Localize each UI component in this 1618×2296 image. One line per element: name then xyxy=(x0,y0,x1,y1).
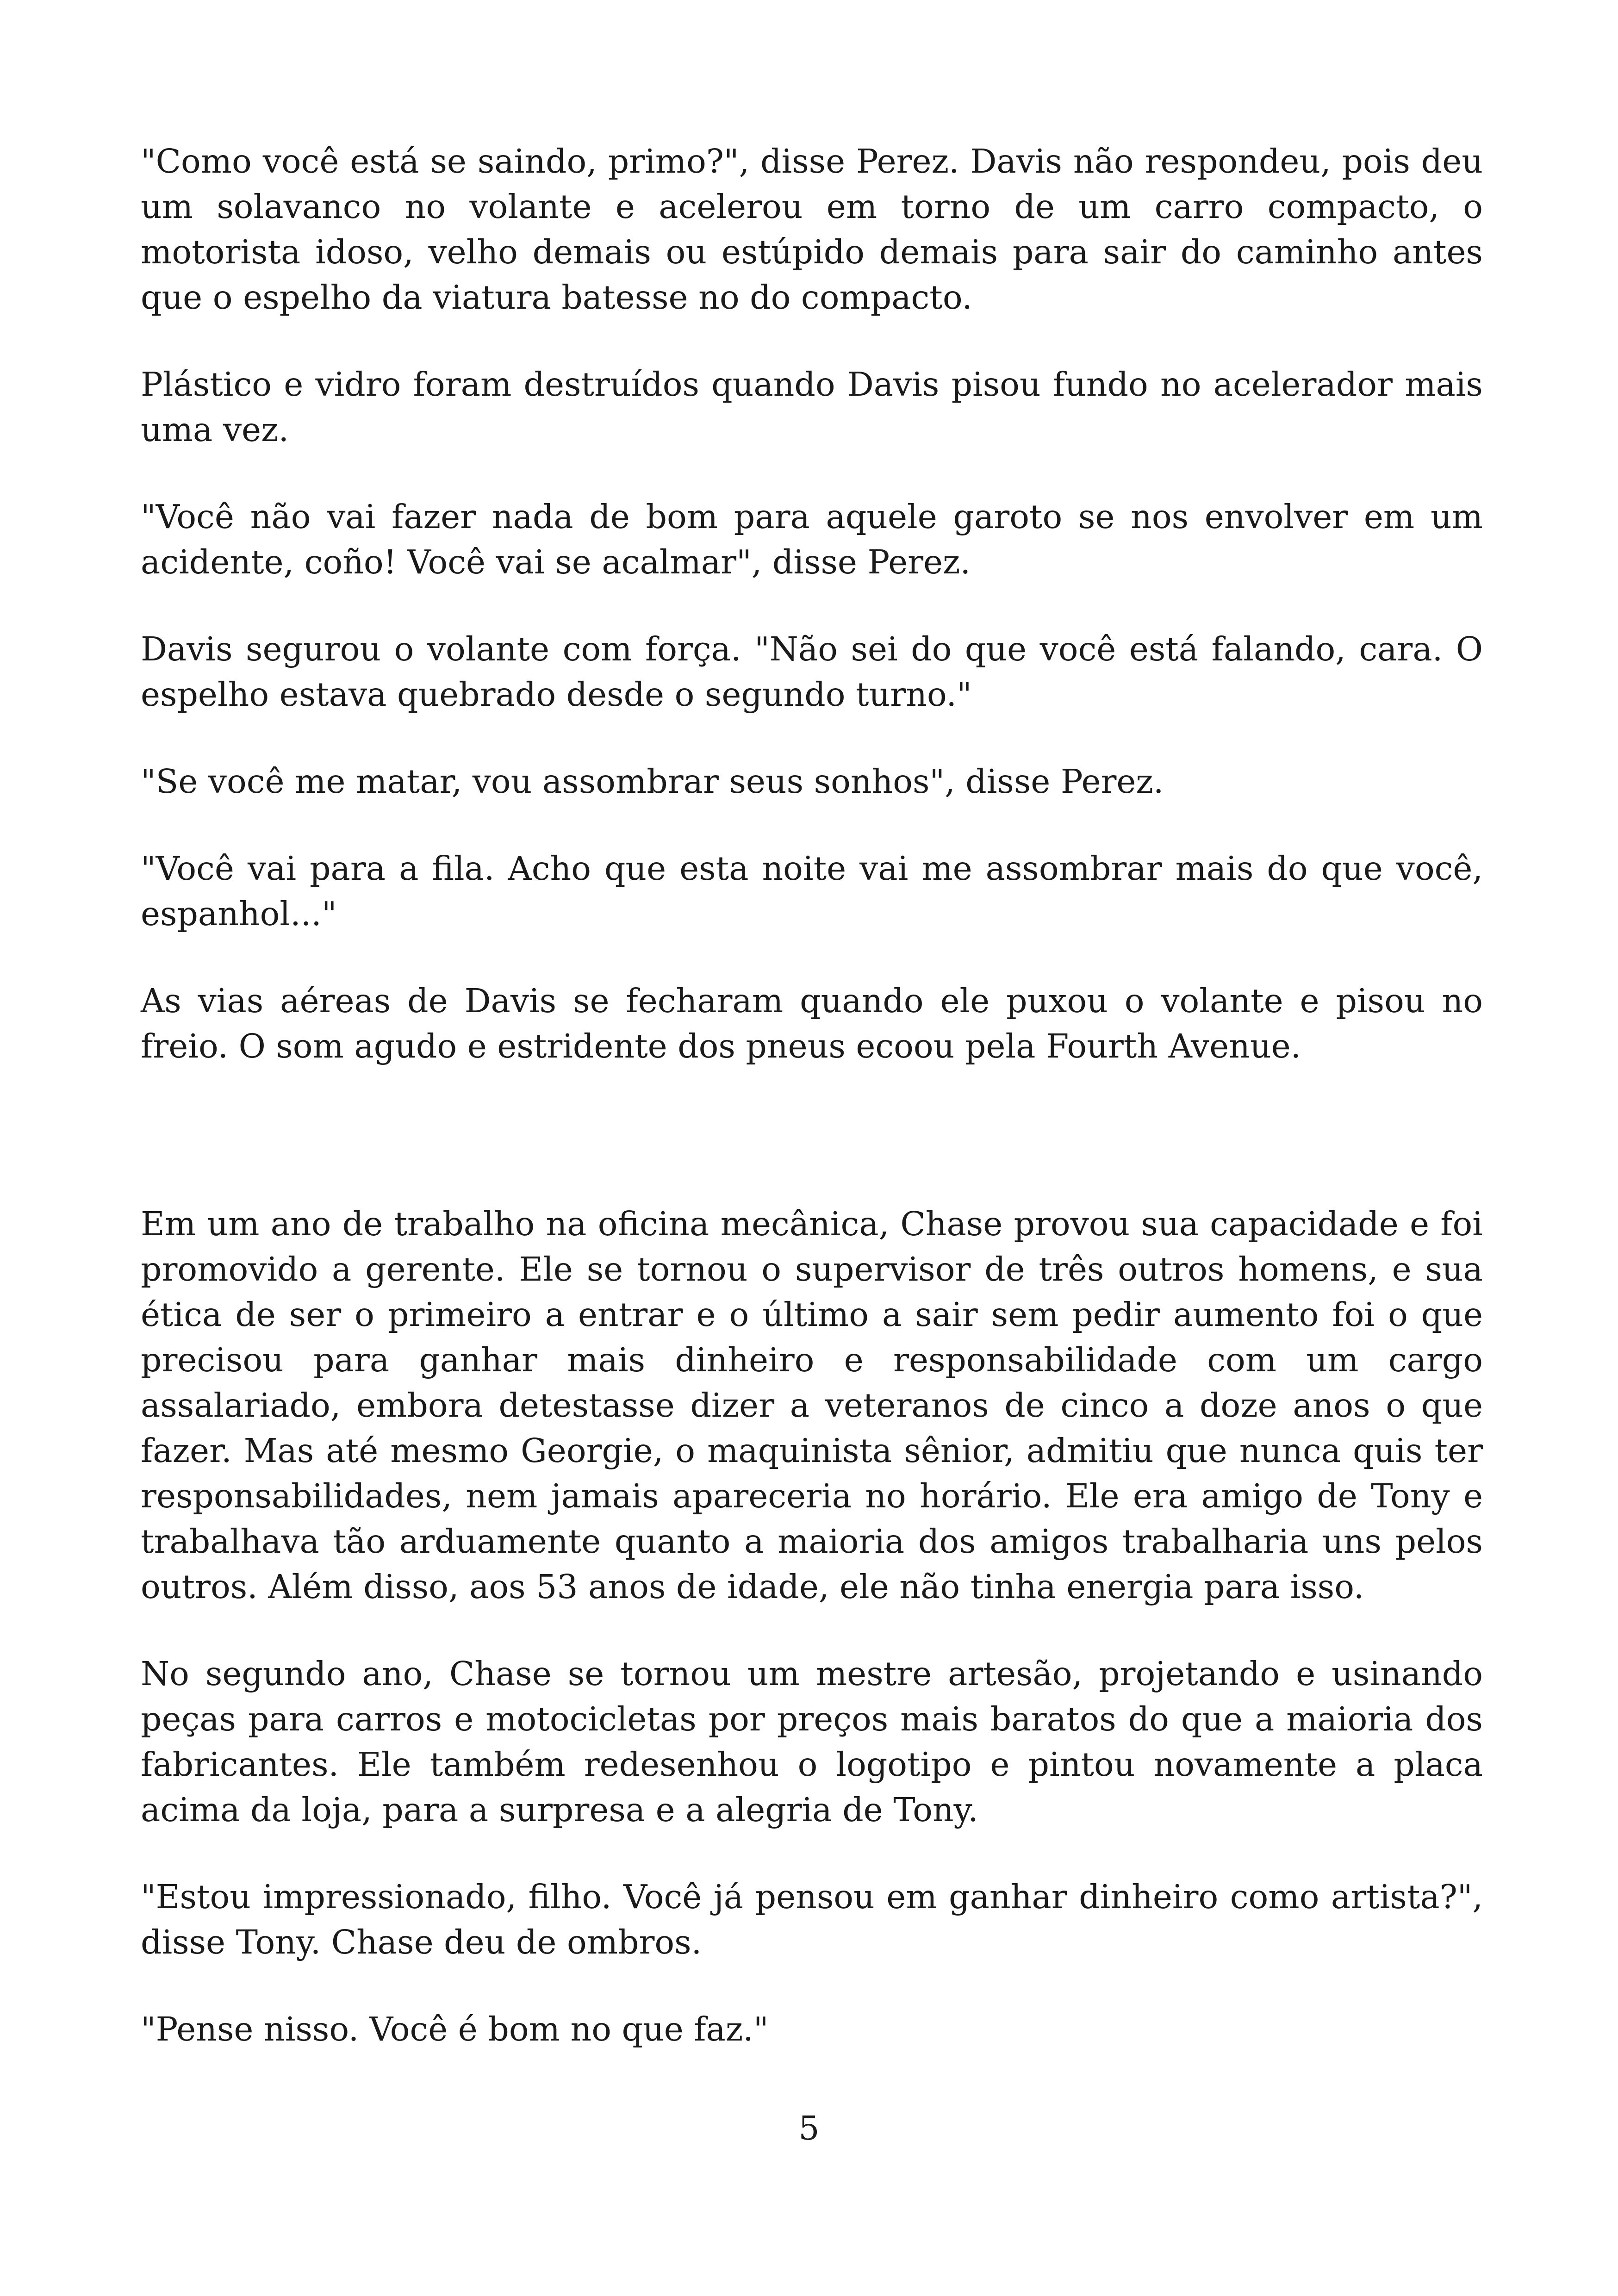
paragraph: "Pense nisso. Você é bom no que faz." xyxy=(141,2010,769,2048)
paragraph: "Como você está se saindo, primo?", disse Perez. Davis não respondeu, pois deu um solavanco no volante e acelerou em torno de um carro compacto, o motorista idoso, velho demais ou estúpido demais para sair do caminho antes que o espelho da viatura batesse no do compacto. xyxy=(141,142,1483,317)
paragraph: As vias aéreas de Davis se fecharam quando ele puxou o volante e pisou no freio. O som agudo e estridente dos pneus ecoou pela Fourth Avenue. xyxy=(141,982,1483,1065)
paragraph: "Se você me matar, vou assombrar seus sonhos", disse Perez. xyxy=(141,762,1164,801)
paragraph: "Você não vai fazer nada de bom para aquele garoto se nos envolver em um acidente, coño! Você vai se acalmar", disse Perez. xyxy=(141,498,1483,581)
paragraph: Plástico e vidro foram destruídos quando Davis pisou fundo no acelerador mais uma vez. xyxy=(141,365,1483,449)
body-text xyxy=(141,139,1483,2094)
paragraph: No segundo ano, Chase se tornou um mestre artesão, projetando e usinando peças para carros e motocicletas por preços mais baratos do que a maioria dos fabricantes. Ele também redesenhou o logotipo e pintou novamente a placa acima da loja, para a surpresa e a alegria de Tony. xyxy=(141,1655,1483,1829)
section-break xyxy=(141,1111,1483,1201)
page-number: 5 xyxy=(798,2109,820,2147)
paragraph: "Estou impressionado, filho. Você já pensou em ganhar dinheiro como artista?", disse Tony. Chase deu de ombros. xyxy=(141,1878,1483,1961)
paragraph: Davis segurou o volante com força. "Não sei do que você está falando, cara. O espelho estava quebrado desde o segundo turno." xyxy=(141,630,1483,714)
paragraph: Em um ano de trabalho na oficina mecânica, Chase provou sua capacidade e foi promovido a gerente. Ele se tornou o supervisor de três outros homens, e sua ética de ser o primeiro a entrar e o último a sair sem pedir aumento foi o que precisou para ganhar mais dinheiro e responsabilidade com um cargo assalariado, embora detestasse dizer a veteranos de cinco a doze anos o que fazer. Mas até mesmo Georgie, o maquinista sênior, admitiu que nunca quis ter responsabilidades, nem jamais apareceria no horário. Ele era amigo de Tony e trabalhava tão arduamente quanto a maioria dos amigos trabalharia uns pelos outros. Além disso, aos 53 anos de idade, ele não tinha energia para isso. xyxy=(141,1205,1483,1606)
paragraph: "Você vai para a fila. Acho que esta noite vai me assombrar mais do que você, espanhol..." xyxy=(141,849,1483,933)
